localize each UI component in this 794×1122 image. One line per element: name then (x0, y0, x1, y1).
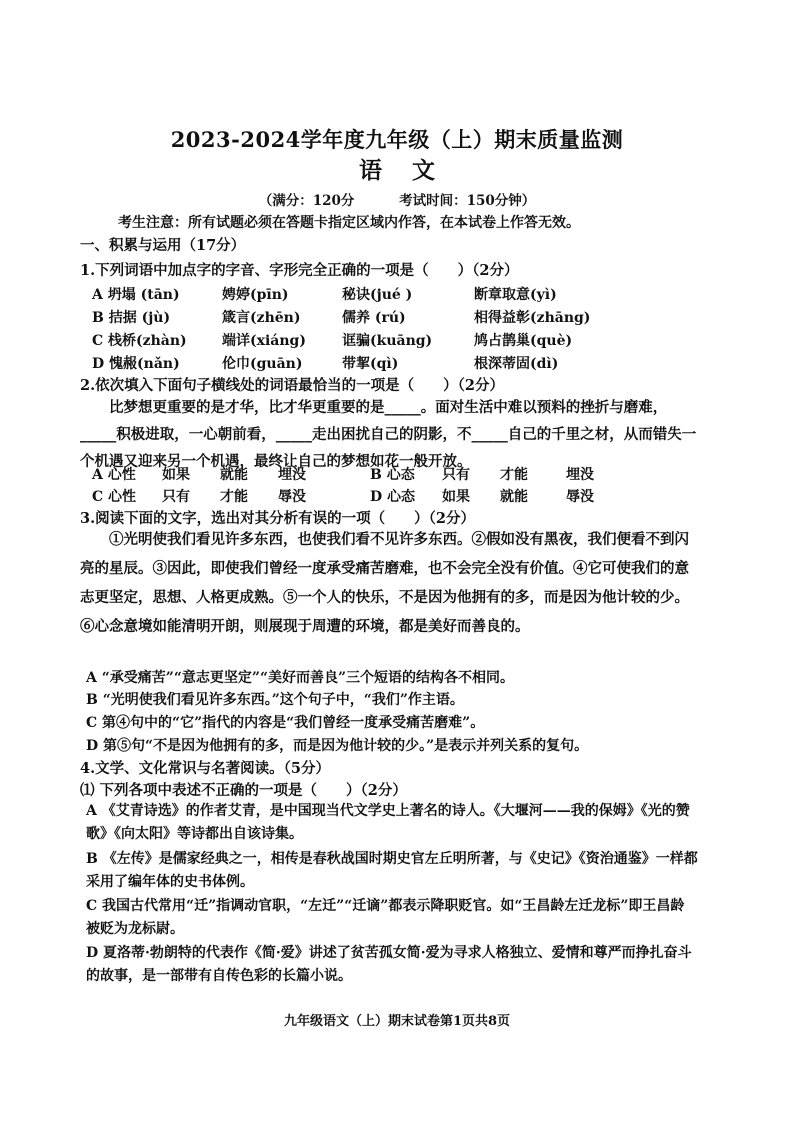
q3-option-c: C 第④句中的“它”指代的内容是“我们曾经一度承受痛苦磨难”。 (86, 715, 485, 731)
q1-c-2: 端详(xiáng) (222, 333, 306, 349)
page-footer: 九年级语文（上）期末试卷第1页共8页 (283, 1014, 511, 1029)
q2-opt-d-3: 就能 (500, 489, 528, 505)
q3-option-a: A “承受痛苦”“意志更坚定”“美好而善良”三个短语的结构各不相同。 (86, 670, 515, 686)
q2-opt-c-1: C 心性 (92, 489, 137, 505)
exam-notice: 考生注意：所有试题必须在答题卡指定区域内作答，在本试卷上作答无效。 (118, 215, 580, 231)
q1-b-1: B 拮据 (jù) (92, 310, 171, 326)
section-title: 一、积累与运用（17分） (80, 237, 246, 254)
q1-a-3: 秘诀(jué ) (342, 287, 413, 303)
q1-b-4: 相得益彰(zhāng) (474, 310, 591, 326)
q2-opt-c-3: 才能 (220, 489, 248, 505)
q2-opt-c-4: 辱没 (278, 489, 306, 505)
q2-opt-d-4: 辱没 (566, 489, 594, 505)
exam-meta (0, 189, 794, 209)
q1-c-4: 鸠占鹊巢(què) (474, 333, 573, 349)
q1-d-2: 伦巾(guān) (222, 356, 303, 372)
q4-option-b: B 《左传》是儒家经典之一，相传是春秋战国时期史官左丘明所著，与《史记》《资治通鉴》一样都采用了编年体的史书体例。 (86, 851, 698, 890)
q2-opt-a-1: A 心性 (92, 467, 136, 483)
q3-option-d: D 第⑤句“不是因为他拥有的多，而是因为他计较的少。”是表示并列关系的复句。 (86, 738, 589, 754)
q2-opt-b-4: 埋没 (566, 467, 594, 483)
full-score: （满分：120分 (258, 193, 355, 209)
q1-a-1: A 坍塌 (tān) (92, 287, 180, 303)
q1-a-2: 娉婷(pīn) (222, 287, 289, 303)
q2-opt-d-2: 如果 (442, 489, 470, 505)
q2-row-2 (92, 486, 732, 506)
q1-row-a (92, 284, 732, 304)
q1-b-3: 儒养 (rú) (342, 310, 406, 326)
q2-opt-a-2: 如果 (162, 467, 190, 483)
q1-b-2: 箴言(zhēn) (222, 310, 301, 326)
q2-opt-c-2: 只有 (162, 489, 190, 505)
q2-opt-a-3: 就能 (220, 467, 248, 483)
q2-stem: 2.依次填入下面句子横线处的词语最恰当的一项是（ ）（2分） (80, 377, 504, 394)
q3-stem: 3.阅读下面的文字，选出对其分析有误的一项（ ）（2分） (80, 510, 475, 527)
q2-row-1 (92, 464, 732, 484)
q1-d-4: 根深蒂固(dì) (474, 356, 559, 372)
q4-option-a: A 《艾青诗选》的作者艾青，是中国现当代文学史上著名的诗人。《大堰河——我的保姆》《光的赞歌》《向太阳》等诗都出自该诗集。 (86, 803, 690, 842)
q2-opt-d-1: D 心态 (370, 489, 416, 505)
q1-row-d (92, 353, 732, 373)
q1-row-c (92, 330, 732, 350)
q2-opt-a-4: 埋没 (278, 467, 306, 483)
q1-d-3: 带挈(qì) (342, 356, 399, 372)
exam-subject: 语文 (359, 157, 465, 184)
q1-a-4: 断章取意(yì) (474, 287, 557, 303)
exam-title: 2023-2024学年度九年级（上）期末质量监测 (170, 127, 624, 152)
q1-c-1: C 栈桥(zhàn) (92, 333, 187, 349)
q3-option-b: B “光明使我们看见许多东西。”这个句子中，“我们”作主语。 (86, 692, 464, 708)
q4-option-d: D 夏洛蒂·勃朗特的代表作《简·爱》讲述了贫苦孤女简·爱为寻求人格独立、爱情和尊严而挣扎奋斗的故事，是一部带有自传色彩的长篇小说。 (86, 945, 692, 984)
q1-row-b (92, 307, 732, 327)
q2-opt-b-1: B 心态 (370, 467, 415, 483)
q3-passage: ①光明使我们看见许多东西，也使我们看不见许多东西。②假如没有黑夜，我们便看不到闪亮的星辰。③因此，即使我们曾经一度承受痛苦磨难，也不会完全没有价值。④它可使我们的意志更坚定，思想、人格更成熟。⑤一个人的快乐，不是因为他拥有的多，而是因为他计较的少。⑥心念意境如能清明开朗，则展现于周遭的环境，都是美好而善良的。 (80, 531, 689, 635)
q1-stem: 1.下列词语中加点字的字音、字形完全正确的一项是（ ）（2分） (80, 262, 519, 279)
q4-option-c: C 我国古代常用“迁”指调动官职，“左迁”“迁谪”都表示降职贬官。如“王昌龄左迁龙标”即王昌龄被贬为龙标尉。 (86, 898, 685, 937)
q4-stem: 4.文学、文化常识与名著阅读。（5分） (80, 760, 330, 777)
exam-time: 考试时间：150分钟） (399, 193, 536, 209)
q2-opt-b-3: 才能 (500, 467, 528, 483)
q4-sub1-stem: ⑴ 下列各项中表述不正确的一项是（ ）（2分） (80, 782, 407, 799)
q1-d-1: D 愧赧(nǎn) (92, 356, 180, 372)
q2-opt-b-2: 只有 (442, 467, 470, 483)
q1-c-3: 诓骗(kuāng) (342, 333, 433, 349)
q2-passage: 比梦想更重要的是才华，比才华更重要的是_____。面对生活中难以预料的挫折与磨难，_____积极进取，一心朝前看，_____走出困扰自己的阴影，不_____自己的千里之材，从而错失一个机遇又迎来另一个机遇，最终让自己的梦想如花一般开放。 (80, 399, 697, 470)
